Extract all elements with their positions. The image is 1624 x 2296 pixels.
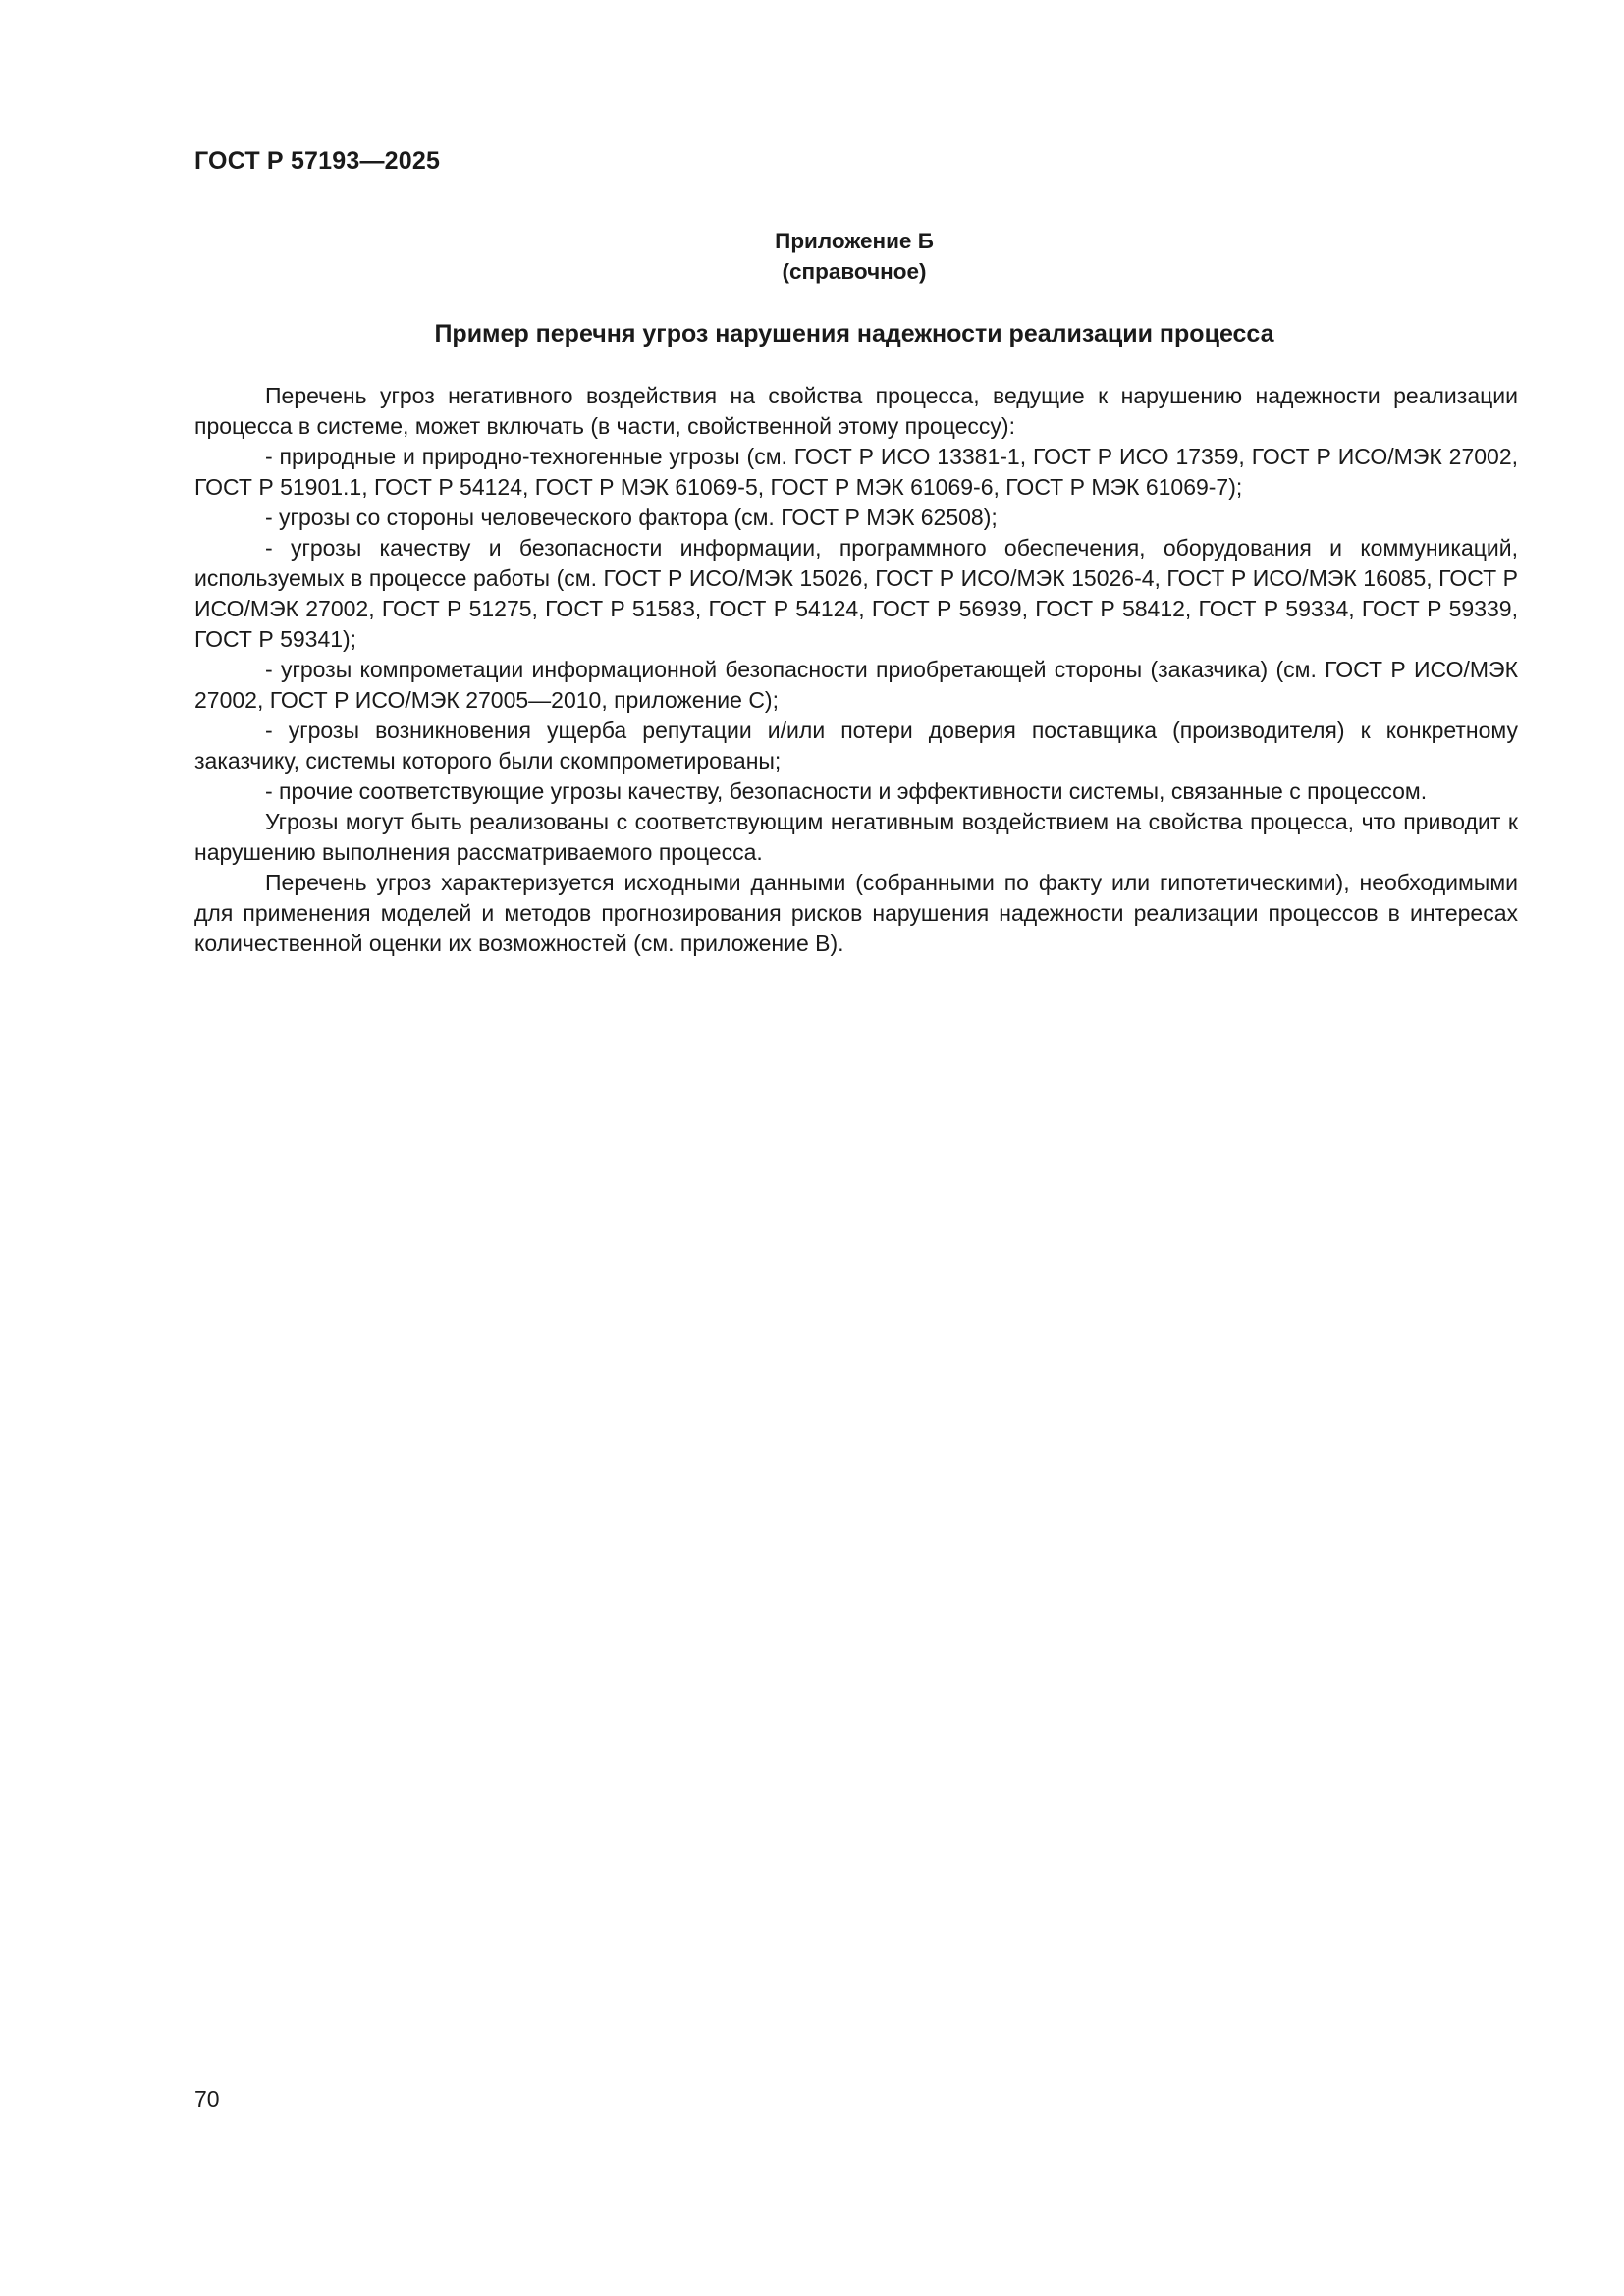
appendix-heading: [194, 226, 1514, 287]
list-item: - прочие соответствующие угрозы качеству, безопасности и эффективности системы, связанные с процессом.: [265, 778, 1428, 804]
appendix-status: (справочное): [782, 259, 927, 284]
list-item: - природные и природно-техногенные угрозы (см. ГОСТ Р ИСО 13381-1, ГОСТ Р ИСО 17359, ГОСТ Р ИСО/МЭК 27002, ГОСТ Р 51901.1, ГОСТ Р 54124, ГОСТ Р МЭК 61069-5, ГОСТ Р МЭК 61069-6, ГОСТ Р МЭК 61069-7);: [194, 444, 1518, 500]
page-number: 70: [194, 2086, 220, 2111]
body-text: [194, 381, 1518, 959]
paragraph-intro: Перечень угроз негативного воздействия на свойства процесса, ведущие к нарушению надежности реализации процесса в системе, может включать (в части, свойственной этому процессу):: [194, 383, 1518, 439]
appendix-label: Приложение Б: [775, 229, 934, 253]
section-title: Пример перечня угроз нарушения надежности реализации процесса: [434, 320, 1274, 347]
paragraph: Угрозы могут быть реализованы с соответствующим негативным воздействием на свойства процесса, что приводит к нарушению выполнения рассматриваемого процесса.: [194, 809, 1518, 865]
list-item: - угрозы компрометации информационной безопасности приобретающей стороны (заказчика) (см. ГОСТ Р ИСО/МЭК 27002, ГОСТ Р ИСО/МЭК 27005—2010, приложение С);: [194, 657, 1518, 713]
list-item: - угрозы возникновения ущерба репутации и/или потери доверия поставщика (производителя) к конкретному заказчику, системы которого были скомпрометированы;: [194, 718, 1518, 774]
standard-header: ГОСТ Р 57193—2025: [194, 147, 441, 175]
list-item: - угрозы со стороны человеческого фактора (см. ГОСТ Р МЭК 62508);: [265, 505, 998, 530]
paragraph: Перечень угроз характеризуется исходными данными (собранными по факту или гипотетическими), необходимыми для применения моделей и методов прогнозирования рисков нарушения надежности реализации процессов в интересах количественной оценки их возможностей (см. приложение В).: [194, 870, 1518, 956]
list-item: - угрозы качеству и безопасности информации, программного обеспечения, оборудования и коммуникаций, используемых в процессе работы (см. ГОСТ Р ИСО/МЭК 15026, ГОСТ Р ИСО/МЭК 15026-4, ГОСТ Р ИСО/МЭК 16085, ГОСТ Р ИСО/МЭК 27002, ГОСТ Р 51275, ГОСТ Р 51583, ГОСТ Р 54124, ГОСТ Р 56939, ГОСТ Р 58412, ГОСТ Р 59334, ГОСТ Р 59339, ГОСТ Р 59341);: [194, 535, 1518, 652]
